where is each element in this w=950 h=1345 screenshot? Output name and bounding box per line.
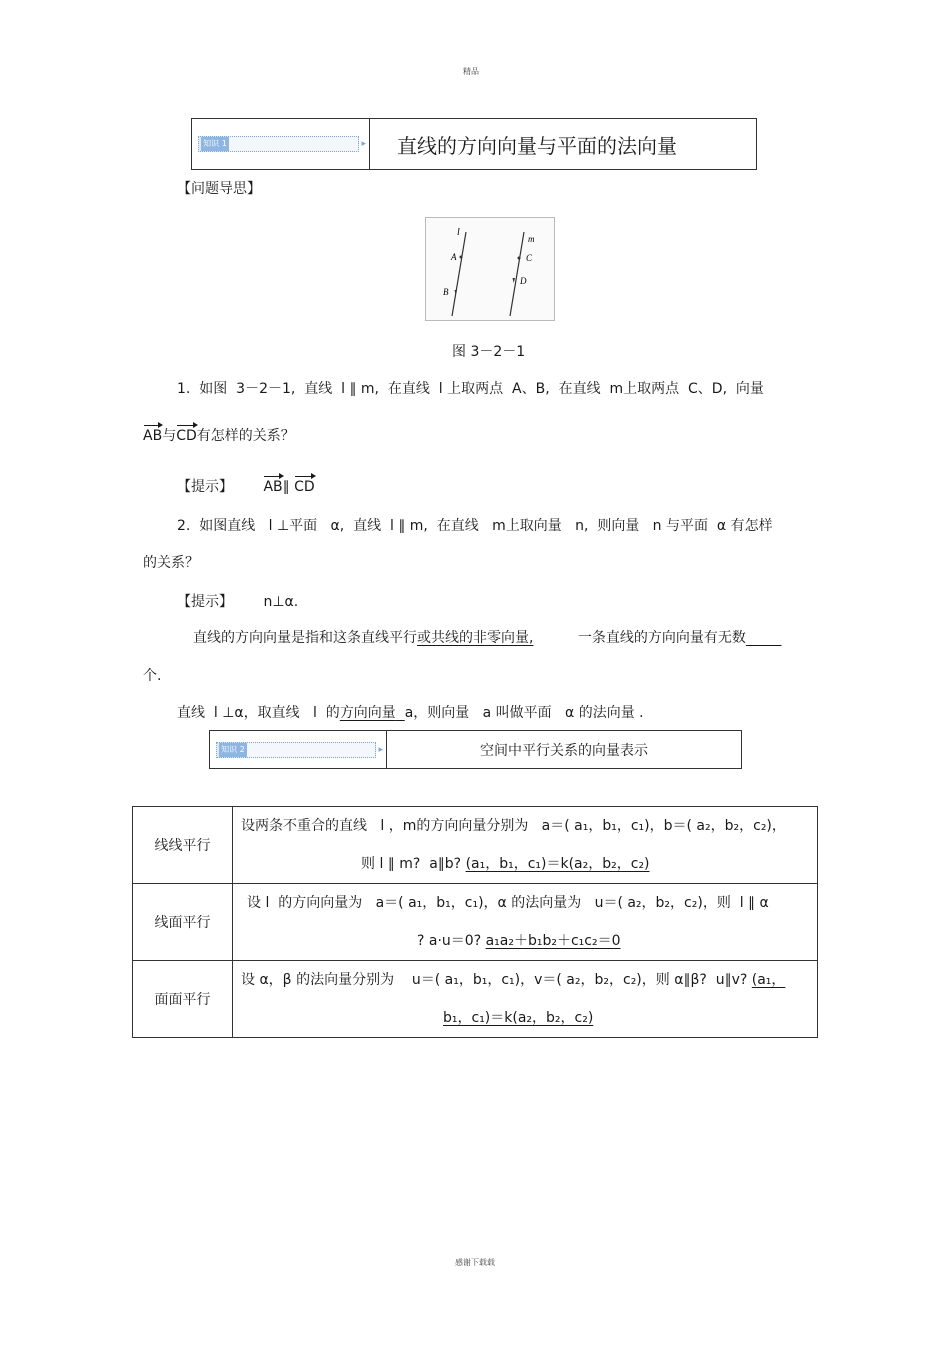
row2-line2 <box>241 922 809 960</box>
arrow-right-icon: ▸ <box>361 139 366 149</box>
def-p2-underlined: 方向向量 <box>339 705 396 721</box>
def-p1-underlined: 或共线的非零向量, <box>417 630 534 646</box>
row2-line2-a: ? a·u＝0? <box>417 933 482 949</box>
line-l <box>452 232 466 316</box>
row-body-line-plane <box>233 884 818 961</box>
section2-tag-cell <box>210 731 387 768</box>
parallel-lines-diagram <box>426 218 554 320</box>
knowledge-tag-badge <box>198 136 366 152</box>
definition-direction-vector <box>193 627 813 647</box>
section2-title: 空间中平行关系的向量表示 <box>480 742 648 759</box>
section1-tag-cell <box>192 119 370 169</box>
header-note: 精品 <box>463 67 479 76</box>
question-2-line2: 的关系？ <box>143 555 199 571</box>
point-c <box>518 257 521 260</box>
hint-2-label: 【提示】 <box>177 594 233 610</box>
section2-header <box>209 730 742 769</box>
footer-note: 感谢下载载 <box>455 1258 495 1267</box>
table-row <box>133 807 818 884</box>
question-1-line1: 1. 如图 3－2－1, 直线 l ∥ m, 在直线 l 上取两点 A、B, 在直线 m上取两点 C、D, 向量 <box>177 381 764 397</box>
row3-line1-underlined: (a₁， <box>751 972 786 988</box>
q1-tail: 有怎样的关系？ <box>196 428 295 444</box>
arrow-d <box>513 278 516 283</box>
row1-line1: 设两条不重合的直线 l ，m的方向向量分别为 a＝( a₁，b₁，c₁)，b＝( a₂，b₂，c₂)， <box>241 818 786 834</box>
guide-label: 【问题导思】 <box>177 181 261 197</box>
vector-cd: CD <box>176 428 197 444</box>
row-label-line-plane: 线面平行 <box>133 884 233 961</box>
arrow-b <box>455 290 458 295</box>
def-p1-c: 个. <box>143 668 162 684</box>
row2-line2-underlined: a₁a₂＋b₁b₂＋c₁c₂＝0 <box>485 933 621 949</box>
def-p1-b: 一条直线的方向向量有无数 <box>577 630 746 646</box>
question-1-line2 <box>143 425 295 445</box>
hint-2-text: n⊥α. <box>263 594 299 610</box>
row1-line2-underlined: (a₁，b₁，c₁)＝k(a₂，b₂，c₂) <box>465 856 650 872</box>
row2-line1: 设 l 的方向向量为 a＝( a₁，b₁，c₁)，α 的法向量为 u＝( a₂，b₂，c₂)，则 l ∥ α <box>247 895 769 911</box>
figure-3-2-1 <box>425 217 555 321</box>
label-m: m <box>528 234 535 244</box>
q1-mid: 与 <box>162 428 177 444</box>
vector-ab: AB <box>143 428 163 444</box>
hint-parallel: ∥ <box>282 479 290 495</box>
row-body-line-line <box>233 807 818 884</box>
label-d: D <box>520 276 527 286</box>
label-a: A <box>451 252 457 262</box>
def-p1-a: 直线的方向向量是指和这条直线平行 <box>193 630 417 646</box>
row3-line2-underlined: b₁，c₁)＝k(a₂，b₂，c₂) <box>443 1010 594 1026</box>
def-p2-blank <box>396 705 405 721</box>
hint-1 <box>177 476 315 496</box>
label-b: B <box>443 287 449 297</box>
knowledge-tag-badge-2 <box>216 742 383 758</box>
row3-line2 <box>241 999 809 1037</box>
knowledge-tag-label-2: 知识 2 <box>219 743 247 757</box>
row1-line2 <box>241 845 809 883</box>
table-row <box>133 961 818 1038</box>
label-l: l <box>457 227 460 238</box>
section1-title: 直线的方向向量与平面的法向量 <box>397 133 677 158</box>
parallel-relations-table <box>132 806 818 1038</box>
figure-caption: 图 3－2－1 <box>452 344 526 360</box>
row3-line1 <box>241 961 809 999</box>
arrow-right-icon: ▸ <box>378 744 383 755</box>
row-label-line-line: 线线平行 <box>133 807 233 884</box>
row-body-plane-plane <box>233 961 818 1038</box>
knowledge-tag-label: 知识 1 <box>201 137 229 151</box>
row3-line1-a: 设 α，β 的法向量分别为 u＝( a₁，b₁，c₁)，v＝( a₂，b₂，c₂)，则 α∥β? u∥v? <box>241 972 748 988</box>
def-p2-b: a，则向量 a 叫做平面 α 的法向量 . <box>404 705 644 721</box>
def-p2-a: 直线 l ⊥α，取直线 l 的 <box>177 705 340 721</box>
hint-vector-cd: CD <box>294 479 315 495</box>
hint-vector-ab: AB <box>263 479 283 495</box>
question-2-line1: 2. 如图直线 l ⊥平面 α, 直线 l ∥ m, 在直线 m上取向量 n, 则向量 n 与平面 α 有怎样 <box>177 518 773 534</box>
line-m <box>510 232 524 316</box>
definition-normal-vector <box>177 702 644 722</box>
label-c: C <box>526 253 533 263</box>
row-label-plane-plane: 面面平行 <box>133 961 233 1038</box>
hint-2 <box>177 591 298 611</box>
section1-header <box>191 118 757 170</box>
hint-1-label: 【提示】 <box>177 479 233 495</box>
def-p1-blank <box>746 630 782 646</box>
row1-line2-a: 则 l ∥ m? a∥b? <box>361 856 462 872</box>
point-a <box>460 256 463 259</box>
table-row <box>133 884 818 961</box>
